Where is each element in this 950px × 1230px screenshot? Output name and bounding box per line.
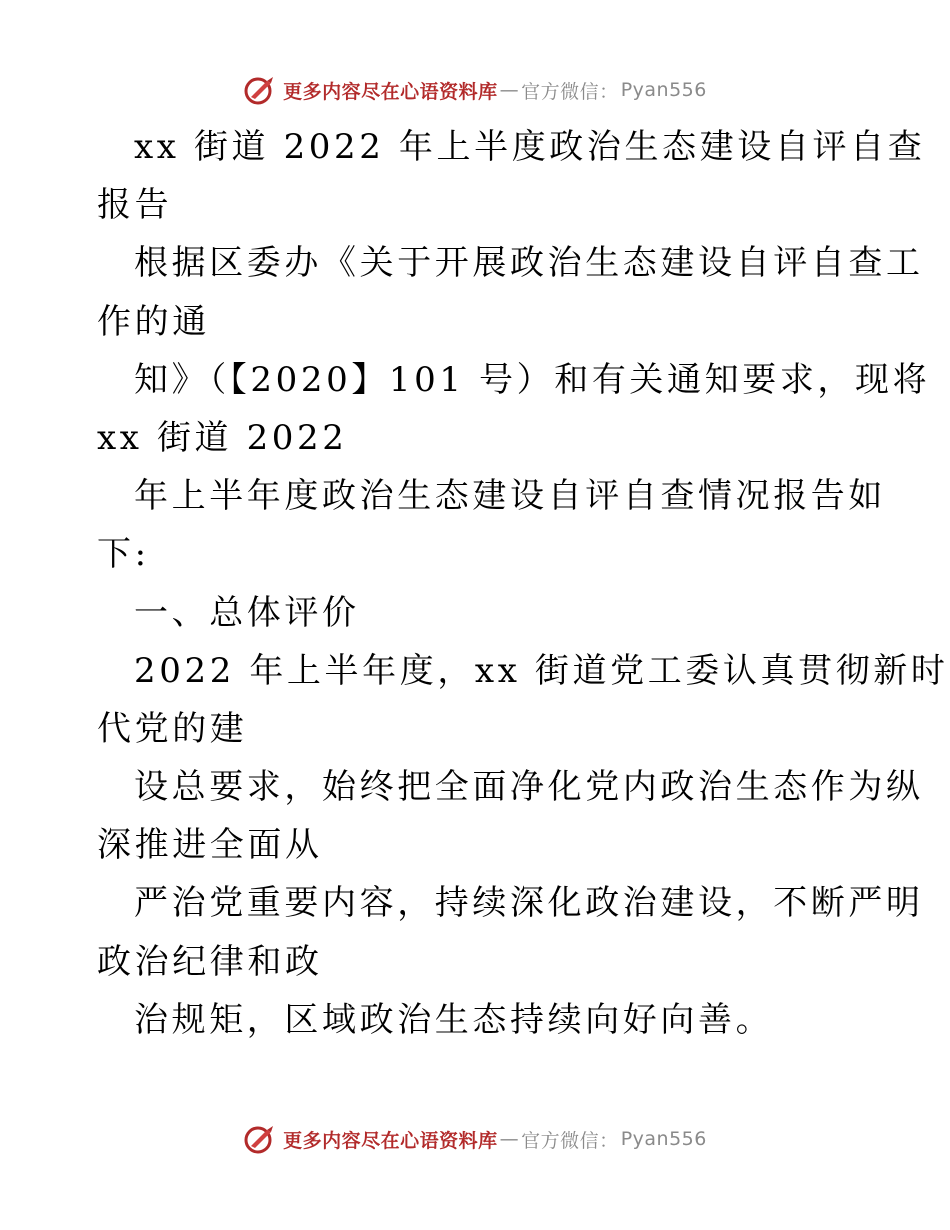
doc-paragraph-line: 根据区委办《关于开展政治生态建设自评自查工 xyxy=(134,243,924,284)
watermark-separator: — xyxy=(499,1128,520,1150)
doc-title-line-1: xx 街道 2022 年上半度政治生态建设自评自查 xyxy=(134,127,926,167)
doc-paragraph-line: 知》（【2020】101 号）和有关通知要求，现将 xyxy=(134,359,931,400)
document-body xyxy=(97,118,949,1049)
pen-logo-icon xyxy=(243,1122,277,1156)
watermark-official-label: 官方微信： xyxy=(521,1129,619,1152)
doc-paragraph-line: 2022 年上半年度，xx 街道党工委认真贯彻新时 xyxy=(134,650,949,691)
footer-watermark xyxy=(0,1119,950,1159)
header-watermark xyxy=(0,70,950,110)
doc-paragraph-line: 年上半年度政治生态建设自评自查情况报告如 xyxy=(134,476,886,517)
section-heading: 一、总体评价 xyxy=(134,592,360,633)
doc-paragraph-line: 代党的建 xyxy=(97,708,248,749)
doc-paragraph-line: 设总要求，始终把全面净化党内政治生态作为纵 xyxy=(134,767,924,808)
watermark-separator: — xyxy=(499,79,520,101)
doc-paragraph-line: 深推进全面从 xyxy=(97,825,323,866)
watermark-official-label: 官方微信： xyxy=(521,80,619,103)
watermark-wechat-id: Pyan556 xyxy=(620,1128,707,1150)
pen-logo-icon xyxy=(243,73,277,107)
watermark-main-text: 更多内容尽在心语资料库 xyxy=(283,80,498,103)
doc-paragraph-line: xx 街道 2022 xyxy=(97,417,348,458)
watermark-wechat-id: Pyan556 xyxy=(620,79,707,101)
watermark-main-text: 更多内容尽在心语资料库 xyxy=(283,1129,498,1152)
doc-paragraph-line: 严治党重要内容，持续深化政治建设，不断严明 xyxy=(134,883,924,924)
doc-paragraph-line: 治规矩，区域政治生态持续向好向善。 xyxy=(134,999,774,1040)
doc-paragraph-line: 政治纪律和政 xyxy=(97,941,323,982)
doc-paragraph-line: 作的通 xyxy=(97,301,210,342)
doc-paragraph-line: 下: xyxy=(97,534,150,575)
doc-title-line-2: 报告 xyxy=(97,185,173,226)
